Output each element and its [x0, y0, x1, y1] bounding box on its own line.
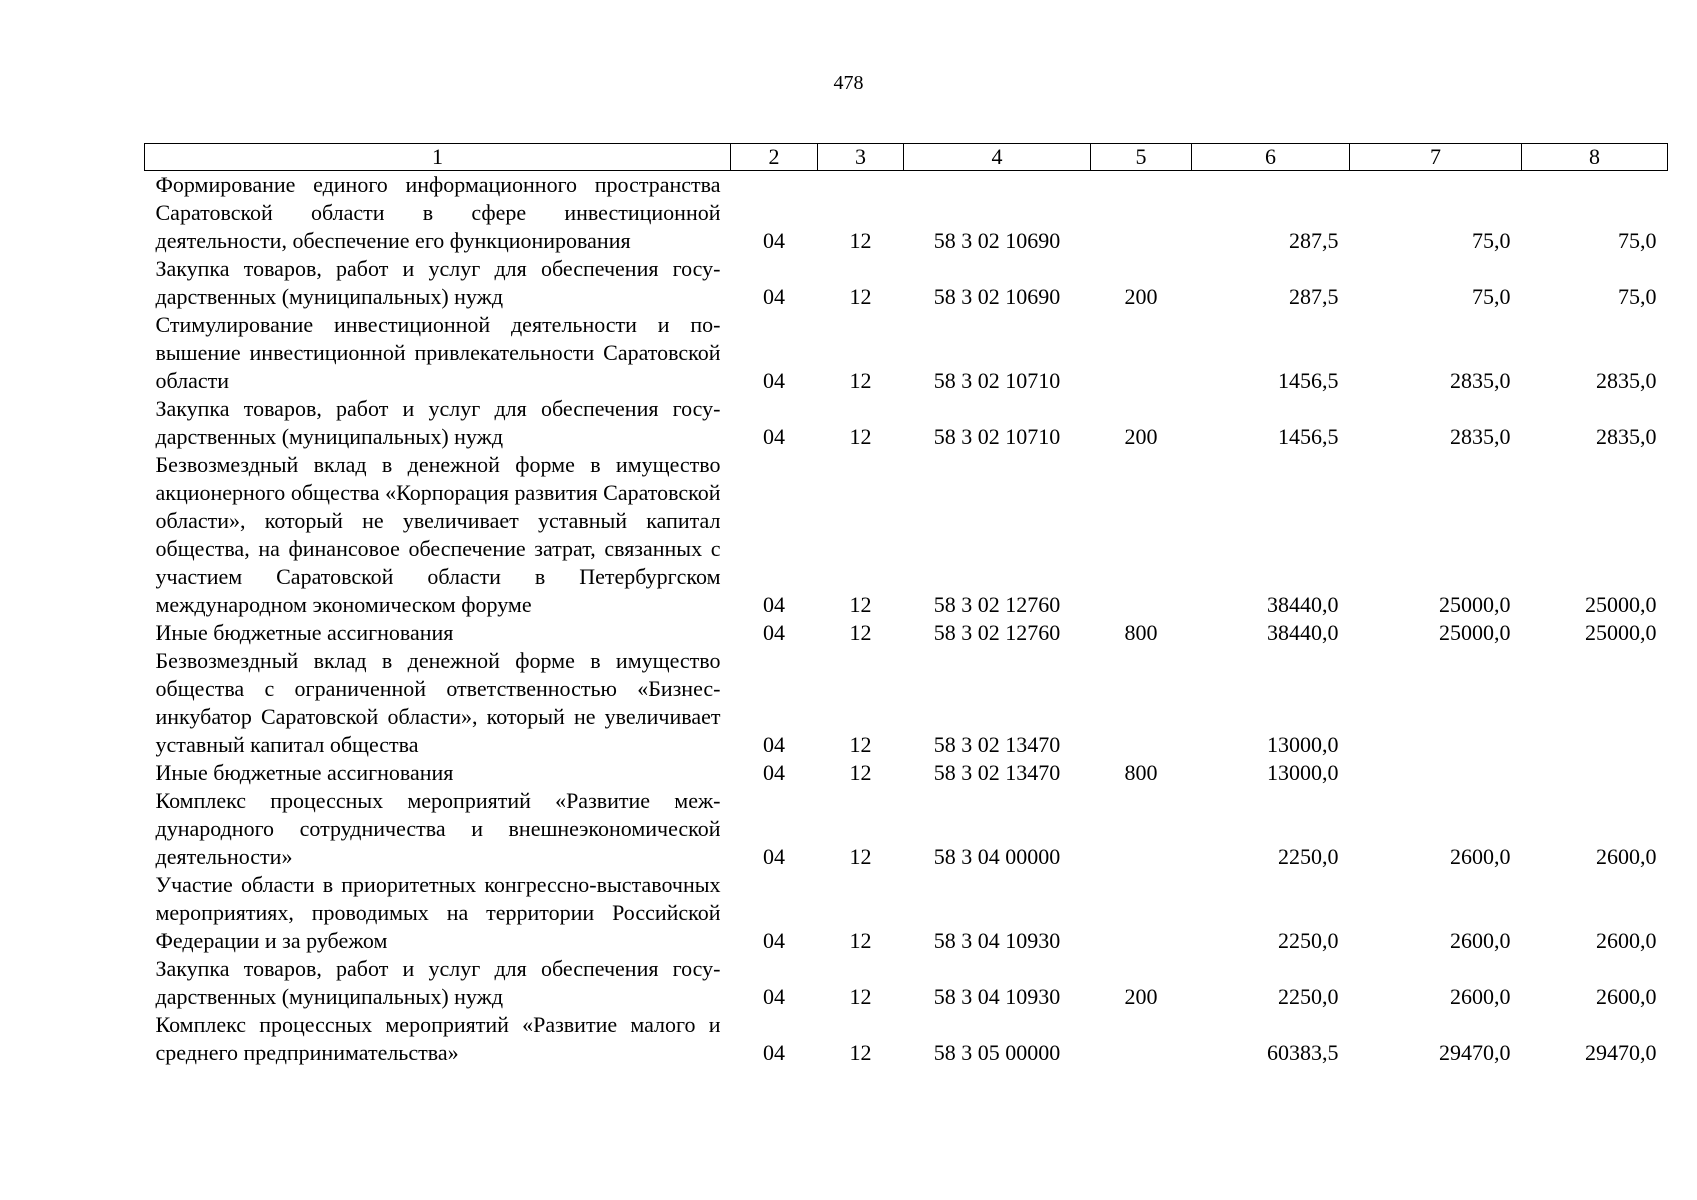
- table-row: [145, 955, 1668, 1011]
- table-row: [145, 619, 1668, 647]
- row-amount-col6: 287,5: [1289, 228, 1339, 253]
- row-subsection-code: 12: [849, 928, 872, 953]
- row-amount-col7: 25000,0: [1439, 592, 1511, 617]
- row-target-article: 58 3 04 00000: [933, 844, 1061, 869]
- row-amount-col6: 2250,0: [1278, 928, 1339, 953]
- table-row: [145, 759, 1668, 787]
- row-expense-type: [1091, 171, 1192, 256]
- row-section-code: 04: [763, 760, 785, 785]
- table-header: [145, 144, 1668, 171]
- budget-table: [144, 143, 1668, 1067]
- table-row: [145, 171, 1668, 256]
- table-row: [145, 787, 1668, 871]
- row-section-code: 04: [763, 620, 785, 645]
- column-header-2: 2: [731, 144, 818, 171]
- row-amount-col6: 2250,0: [1278, 984, 1339, 1009]
- row-amount-col7: 2600,0: [1450, 844, 1511, 869]
- row-amount-col8: 25000,0: [1585, 620, 1657, 645]
- row-amount-col8: 75,0: [1618, 228, 1657, 253]
- row-subsection-code: 12: [849, 984, 872, 1009]
- table-row: [145, 647, 1668, 759]
- row-section-code: 04: [763, 284, 785, 309]
- row-amount-col6: 1456,5: [1278, 424, 1339, 449]
- row-subsection-code: 12: [849, 592, 872, 617]
- column-header-4: 4: [904, 144, 1091, 171]
- row-expense-type: 200: [1124, 424, 1158, 449]
- row-target-article: 58 3 02 10690: [933, 228, 1061, 253]
- row-amount-col6: 13000,0: [1267, 732, 1339, 757]
- row-amount-col8: 2600,0: [1596, 928, 1657, 953]
- row-amount-col8: 25000,0: [1585, 592, 1657, 617]
- row-amount-col8: 2600,0: [1596, 844, 1657, 869]
- row-expense-type: 200: [1124, 284, 1158, 309]
- row-section-code: 04: [763, 1040, 785, 1065]
- row-amount-col8: 2835,0: [1596, 424, 1657, 449]
- row-target-article: 58 3 02 12760: [933, 592, 1061, 617]
- row-amount-col8: 2600,0: [1596, 984, 1657, 1009]
- row-name: Иные бюджетные ассигнования: [155, 760, 454, 785]
- row-name: Безвозмездный вклад в денежной форме в имущество общества с ограниченной ответственностью «Бизнес-инкубатор Саратовской области», который не увеличивает уставный капитал общества: [155, 648, 721, 757]
- row-expense-type: 800: [1124, 760, 1158, 785]
- row-name: Комплекс процессных мероприятий «Развитие международного сотрудничества и внешнеэкономической деятельности»: [155, 788, 721, 869]
- row-subsection-code: 12: [849, 844, 872, 869]
- row-amount-col6: 60383,5: [1267, 1040, 1339, 1065]
- table-row: [145, 1011, 1668, 1067]
- row-name: Безвозмездный вклад в денежной форме в имущество акционерного общества «Корпорация развития Саратовской области», который не увеличивает уставный капитал общества, на финансовое обеспечение затрат, связанных с участием Саратовской области в Петербургском международном экономическом форуме: [155, 452, 721, 617]
- row-subsection-code: 12: [849, 732, 872, 757]
- table-body: [145, 171, 1668, 1068]
- row-target-article: 58 3 02 12760: [933, 620, 1061, 645]
- row-expense-type: [1091, 647, 1192, 759]
- row-target-article: 58 3 02 10690: [933, 284, 1061, 309]
- row-target-article: 58 3 02 10710: [933, 424, 1061, 449]
- row-section-code: 04: [763, 368, 785, 393]
- row-target-article: 58 3 04 10930: [933, 928, 1061, 953]
- row-expense-type: [1091, 871, 1192, 955]
- row-amount-col6: 1456,5: [1278, 368, 1339, 393]
- row-amount-col6: 13000,0: [1267, 760, 1339, 785]
- column-header-5: 5: [1091, 144, 1192, 171]
- row-expense-type: 800: [1124, 620, 1158, 645]
- column-header-3: 3: [818, 144, 904, 171]
- row-section-code: 04: [763, 984, 785, 1009]
- row-expense-type: 200: [1124, 984, 1158, 1009]
- header-row: [145, 144, 1668, 171]
- row-section-code: 04: [763, 732, 785, 757]
- row-amount-col7: 75,0: [1472, 284, 1511, 309]
- table-row: [145, 395, 1668, 451]
- row-amount-col7: 2835,0: [1450, 368, 1511, 393]
- row-target-article: 58 3 02 10710: [933, 368, 1061, 393]
- row-amount-col7: 2600,0: [1450, 928, 1511, 953]
- row-section-code: 04: [763, 592, 785, 617]
- row-expense-type: [1091, 311, 1192, 395]
- row-subsection-code: 12: [849, 1040, 872, 1065]
- row-subsection-code: 12: [849, 284, 872, 309]
- column-header-7: 7: [1350, 144, 1522, 171]
- row-amount-col7: 2835,0: [1450, 424, 1511, 449]
- row-subsection-code: 12: [849, 228, 872, 253]
- row-amount-col7: [1350, 647, 1522, 759]
- table-row: [145, 255, 1668, 311]
- column-header-8: 8: [1522, 144, 1668, 171]
- row-amount-col8: 2835,0: [1596, 368, 1657, 393]
- row-amount-col6: 38440,0: [1267, 620, 1339, 645]
- row-amount-col7: 2600,0: [1450, 984, 1511, 1009]
- column-header-6: 6: [1192, 144, 1350, 171]
- row-subsection-code: 12: [849, 760, 872, 785]
- row-amount-col6: 287,5: [1289, 284, 1339, 309]
- row-amount-col6: 38440,0: [1267, 592, 1339, 617]
- row-name: Закупка товаров, работ и услуг для обеспечения государственных (муниципальных) нужд: [155, 956, 721, 1009]
- row-target-article: 58 3 02 13470: [933, 732, 1061, 757]
- row-target-article: 58 3 04 10930: [933, 984, 1061, 1009]
- row-section-code: 04: [763, 424, 785, 449]
- row-name: Стимулирование инвестиционной деятельности и повышение инвестиционной привлекательности Саратовской области: [155, 312, 721, 393]
- row-amount-col7: [1350, 759, 1522, 787]
- table-row: [145, 311, 1668, 395]
- row-name: Участие области в приоритетных конгрессно-выставочных мероприятиях, проводимых на территории Российской Федерации и за рубежом: [155, 872, 721, 953]
- row-section-code: 04: [763, 928, 785, 953]
- row-target-article: 58 3 02 13470: [933, 760, 1061, 785]
- row-amount-col7: 75,0: [1472, 228, 1511, 253]
- row-amount-col6: 2250,0: [1278, 844, 1339, 869]
- row-expense-type: [1091, 787, 1192, 871]
- row-amount-col8: 29470,0: [1585, 1040, 1657, 1065]
- row-section-code: 04: [763, 844, 785, 869]
- row-name: Закупка товаров, работ и услуг для обеспечения государственных (муниципальных) нужд: [155, 396, 721, 449]
- table-row: [145, 451, 1668, 619]
- row-name: Комплекс процессных мероприятий «Развитие малого и среднего предпринимательства»: [155, 1012, 721, 1065]
- row-expense-type: [1091, 451, 1192, 619]
- table-row: [145, 871, 1668, 955]
- row-name: Формирование единого информационного пространства Саратовской области в сфере инвестиционной деятельности, обеспечение его функционирования: [155, 172, 721, 253]
- row-amount-col7: 29470,0: [1439, 1040, 1511, 1065]
- row-target-article: 58 3 05 00000: [933, 1040, 1061, 1065]
- page-number: 478: [833, 72, 864, 94]
- row-name: Закупка товаров, работ и услуг для обеспечения государственных (муниципальных) нужд: [155, 256, 721, 309]
- row-section-code: 04: [763, 228, 785, 253]
- row-amount-col8: [1522, 647, 1668, 759]
- row-subsection-code: 12: [849, 620, 872, 645]
- row-subsection-code: 12: [849, 368, 872, 393]
- row-expense-type: [1091, 1011, 1192, 1067]
- row-subsection-code: 12: [849, 424, 872, 449]
- row-amount-col8: [1522, 759, 1668, 787]
- row-name: Иные бюджетные ассигнования: [155, 620, 454, 645]
- row-amount-col8: 75,0: [1618, 284, 1657, 309]
- column-header-1: 1: [145, 144, 731, 171]
- row-amount-col7: 25000,0: [1439, 620, 1511, 645]
